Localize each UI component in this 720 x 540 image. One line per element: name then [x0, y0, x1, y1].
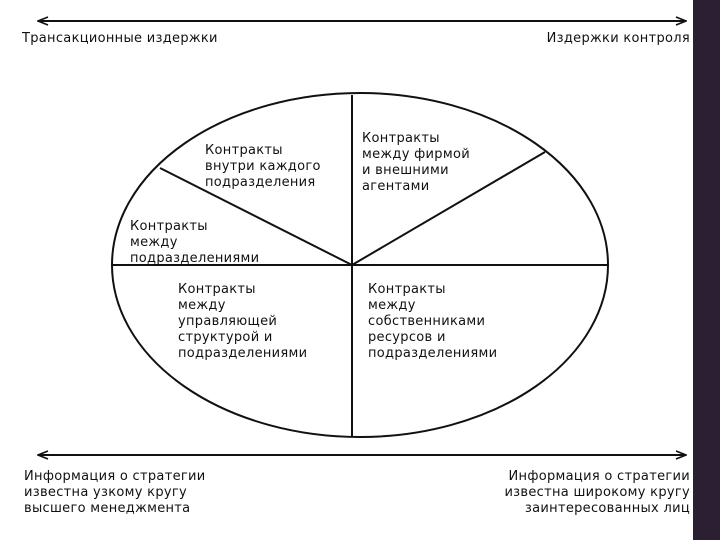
footer-right-caption [504, 469, 690, 516]
footer-text-line: Информация о стратегии [24, 469, 206, 484]
segment-text-line: между фирмой [362, 147, 470, 162]
segment-text-line: собственниками [368, 314, 486, 329]
footer-text-line: известна узкому кругу [24, 485, 188, 500]
segment-text-line: подразделениями [130, 251, 260, 266]
footer-text-line: известна широкому кругу [504, 485, 690, 500]
footer-text-line: заинтересованных лиц [524, 501, 690, 516]
segment-text-line: между [130, 235, 178, 250]
segment-text-line: Контракты [362, 131, 440, 146]
segment-text-line: и внешними [362, 163, 449, 178]
segment-text-line: Контракты [178, 282, 256, 297]
segment-text-line: между [368, 298, 416, 313]
footer-left-caption [24, 469, 206, 516]
segment-within-division [205, 143, 321, 190]
segment-text-line: управляющей [178, 314, 278, 329]
footer-text-line: Информация о стратегии [508, 469, 690, 484]
accent-side-bar [693, 0, 720, 540]
segment-firm-external [362, 131, 470, 194]
segment-text-line: внутри каждого [205, 159, 321, 174]
segment-text-line: Контракты [368, 282, 446, 297]
transaction-costs-label: Трансакционные издержки [22, 31, 218, 46]
segment-text-line: структурой и [178, 330, 273, 345]
segment-management-divisions [178, 282, 307, 361]
segment-text-line: подразделениями [178, 346, 308, 361]
segment-text-line: подразделениями [368, 346, 498, 361]
segment-text-line: агентами [362, 179, 430, 194]
segment-between-divisions [130, 219, 259, 266]
footer-text-line: высшего менеджмента [24, 501, 191, 516]
control-costs-label: Издержки контроля [546, 31, 690, 46]
segment-text-line: между [178, 298, 226, 313]
segment-text-line: Контракты [130, 219, 208, 234]
segment-text-line: ресурсов и [368, 330, 446, 345]
segment-text-line: подразделения [205, 175, 316, 190]
segment-text-line: Контракты [205, 143, 283, 158]
segment-owners-divisions [368, 282, 497, 361]
